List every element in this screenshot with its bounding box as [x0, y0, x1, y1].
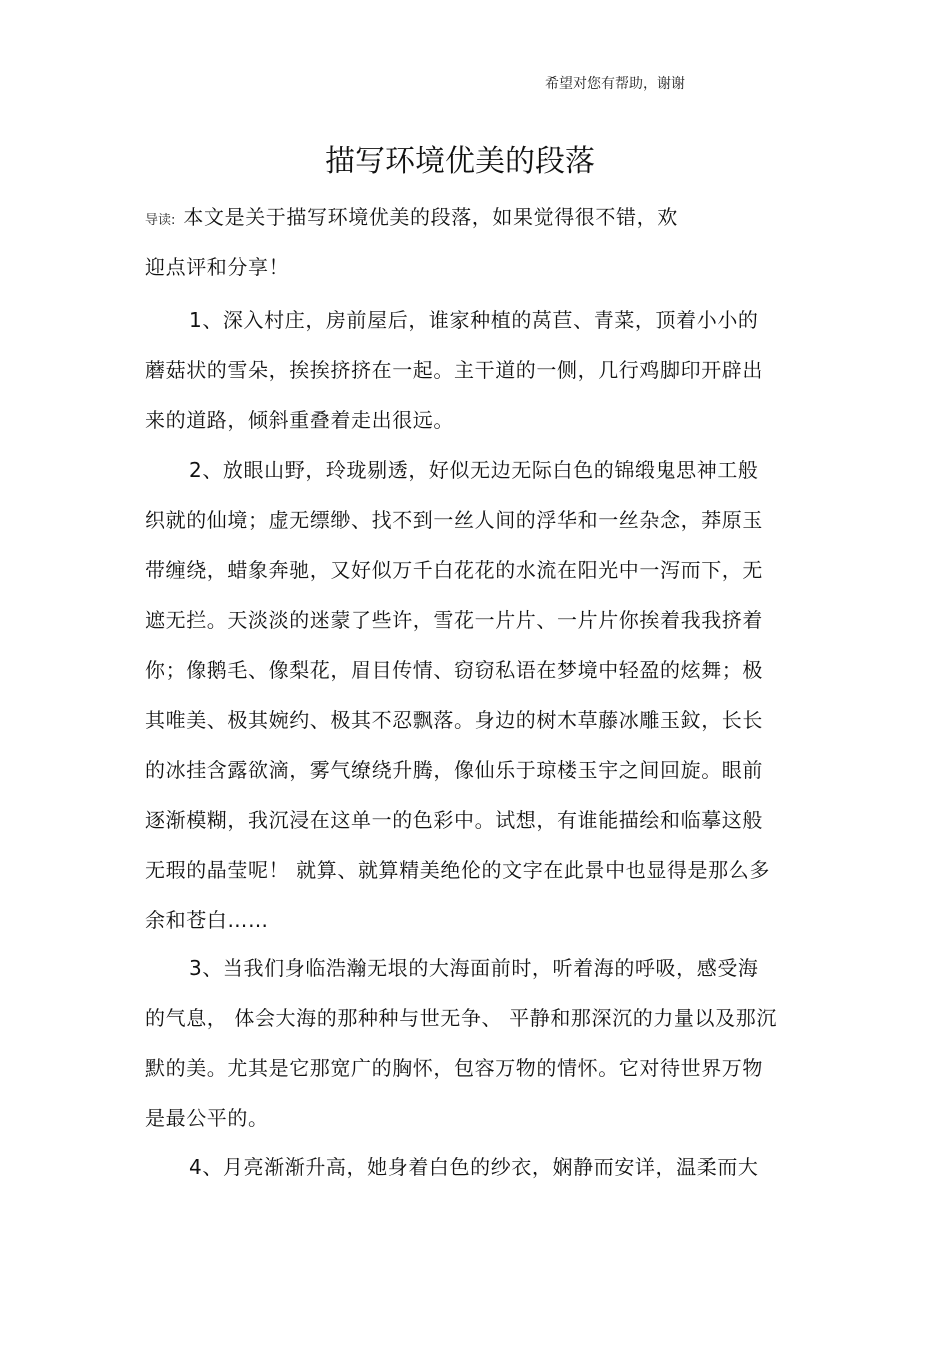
- paragraph-line: 4、月亮渐渐升高，她身着白色的纱衣，娴静而安详，温柔而大: [189, 1155, 759, 1179]
- paragraph-3: [145, 943, 805, 1143]
- paragraph-line: 无瑕的晶莹呢！ 就算、就算精美绝伦的文字在此景中也显得是那么多: [145, 858, 770, 882]
- paragraph-line: 是最公平的。: [145, 1106, 269, 1130]
- intro-text: 本文是关于描写环境优美的段落，如果觉得很不错，欢: [183, 205, 678, 229]
- intro-line: [145, 192, 805, 242]
- intro-label: 导读:: [145, 213, 176, 228]
- paragraph-line: 的气息， 体会大海的那种种与世无争、 平静和那深沉的力量以及那沉: [145, 1006, 777, 1030]
- paragraph-1: [145, 295, 805, 445]
- paragraph-line: 默的美。尤其是它那宽广的胸怀，包容万物的情怀。它对待世界万物: [145, 1056, 763, 1080]
- paragraph-line: 其唯美、极其婉约、极其不忍飘落。身边的树木草藤冰雕玉鈫，长长: [145, 708, 763, 732]
- paragraph-line: 2、放眼山野，玲珑剔透，好似无边无际白色的锦缎鬼思神工般: [189, 458, 759, 482]
- document-title: 描写环境优美的段落: [325, 144, 595, 179]
- intro-line: 迎点评和分享！: [145, 255, 290, 279]
- paragraph-line: 带缠绕，蜡象奔驰，又好似万千白花花的水流在阳光中一泻而下，无: [145, 558, 763, 582]
- paragraph-line: 3、当我们身临浩瀚无垠的大海面前时，听着海的呼吸，感受海: [189, 956, 759, 980]
- paragraph-line: 来的道路，倾斜重叠着走出很远。: [145, 408, 454, 432]
- paragraph-line: 余和苍白……: [145, 908, 269, 932]
- header-note: 希望对您有帮助，谢谢: [545, 76, 685, 92]
- paragraph-line: 蘑菇状的雪朵，挨挨挤挤在一起。主干道的一侧，几行鸡脚印开辟出: [145, 358, 763, 382]
- paragraph-line: 的冰挂含露欲滴，雾气缭绕升腾，像仙乐于琼楼玉宇之间回旋。眼前: [145, 758, 763, 782]
- paragraph-line: 遮无拦。天淡淡的迷蒙了些许，雪花一片片、一片片你挨着我我挤着: [145, 608, 763, 632]
- paragraph-4: [145, 1142, 805, 1192]
- paragraph-line: 逐渐模糊，我沉浸在这单一的色彩中。试想，有谁能描绘和临摹这般: [145, 808, 763, 832]
- intro-block: [145, 192, 805, 292]
- paragraph-2: [145, 445, 805, 945]
- paragraph-line: 1、深入村庄，房前屋后，谁家种植的莴苣、青菜，顶着小小的: [189, 308, 759, 332]
- paragraph-line: 织就的仙境；虚无缥缈、找不到一丝人间的浮华和一丝杂念，莽原玉: [145, 508, 763, 532]
- paragraph-line: 你；像鹅毛、像梨花，眉目传情、窃窃私语在梦境中轻盈的炫舞；极: [145, 658, 763, 682]
